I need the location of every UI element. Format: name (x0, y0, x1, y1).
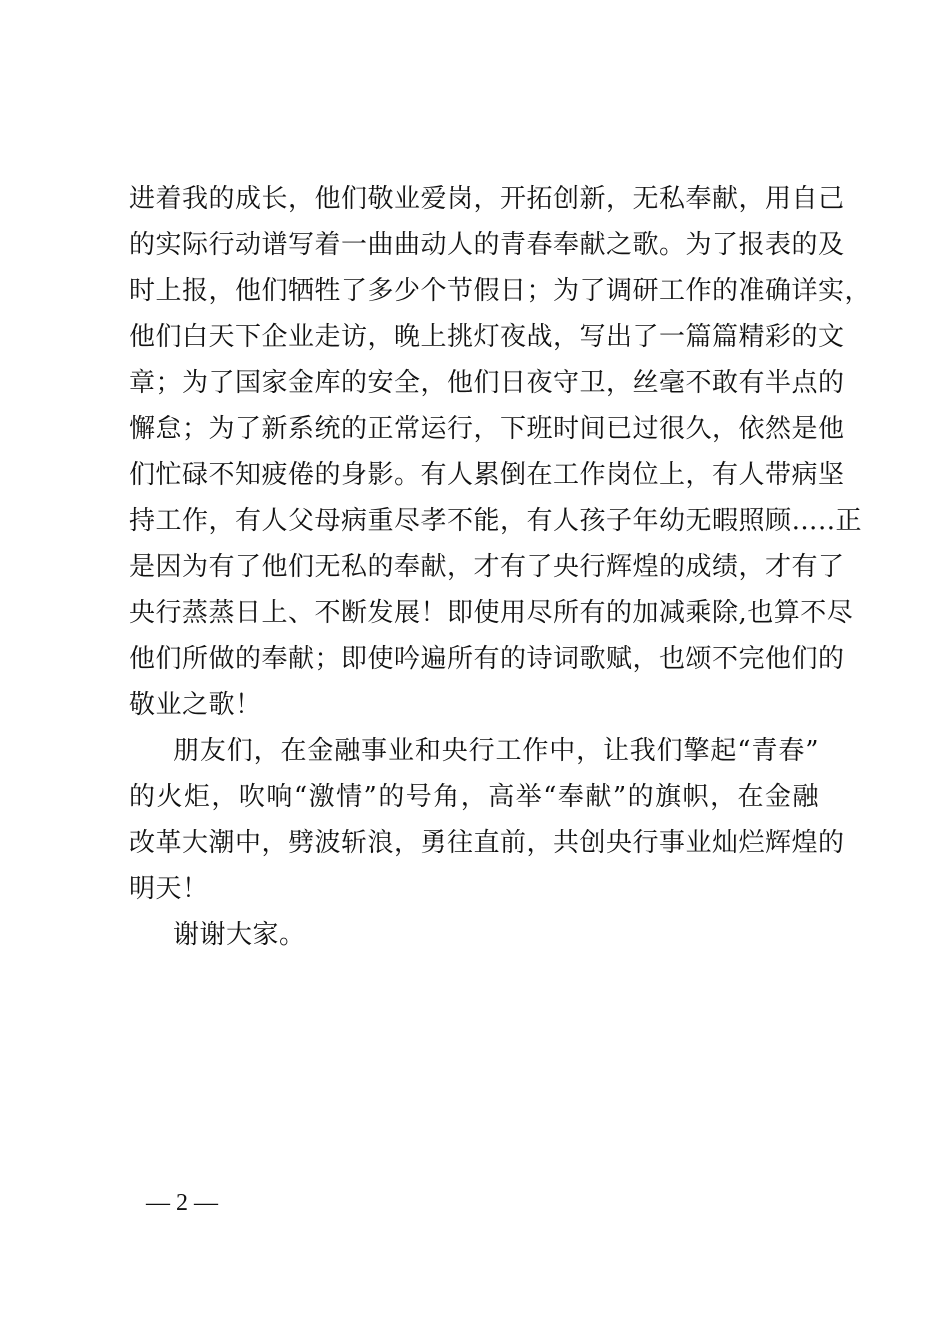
text-line: 时上报，他们牺牲了多少个节假日；为了调研工作的准确详实， (129, 276, 872, 306)
paragraph (129, 728, 845, 912)
paragraph (129, 176, 872, 728)
text-line: 懈怠；为了新系统的正常运行，下班时间已过很久，依然是他 (129, 414, 845, 444)
text-line: 章；为了国家金库的安全，他们日夜守卫，丝毫不敢有半点的 (129, 368, 845, 398)
text-line: 明天！ (129, 874, 209, 904)
page-number: — 2 — (146, 1190, 218, 1216)
text-line: 是因为有了他们无私的奉献，才有了央行辉煌的成绩，才有了 (129, 552, 845, 582)
text-line: 持工作，有人父母病重尽孝不能，有人孩子年幼无暇照顾…..正 (129, 506, 863, 536)
paragraph (129, 912, 819, 958)
text-line: 央行蒸蒸日上、不断发展！即使用尽所有的加减乘除,也算不尽 (129, 598, 854, 628)
text-line: 朋友们，在金融事业和央行工作中，让我们擎起“青春” (173, 736, 819, 766)
text-line: 的火炬，吹响“激情”的号角，高举“奉献”的旗帜，在金融 (129, 782, 819, 812)
text-line: 他们白天下企业走访，晚上挑灯夜战，写出了一篇篇精彩的文 (129, 322, 845, 352)
text-line: 们忙碌不知疲倦的身影。有人累倒在工作岗位上，有人带病坚 (129, 460, 845, 490)
text-line: 进着我的成长，他们敬业爱岗，开拓创新，无私奉献，用自己 (129, 184, 845, 214)
text-line: 敬业之歌！ (129, 690, 262, 720)
document-body (129, 176, 872, 958)
text-line: 改革大潮中，劈波斩浪，勇往直前，共创央行事业灿烂辉煌的 (129, 828, 845, 858)
text-line: 的实际行动谱写着一曲曲动人的青春奉献之歌。为了报表的及 (129, 230, 845, 260)
text-line: 他们所做的奉献；即使吟遍所有的诗词歌赋，也颂不完他们的 (129, 644, 845, 674)
text-line: 谢谢大家。 (173, 920, 306, 950)
